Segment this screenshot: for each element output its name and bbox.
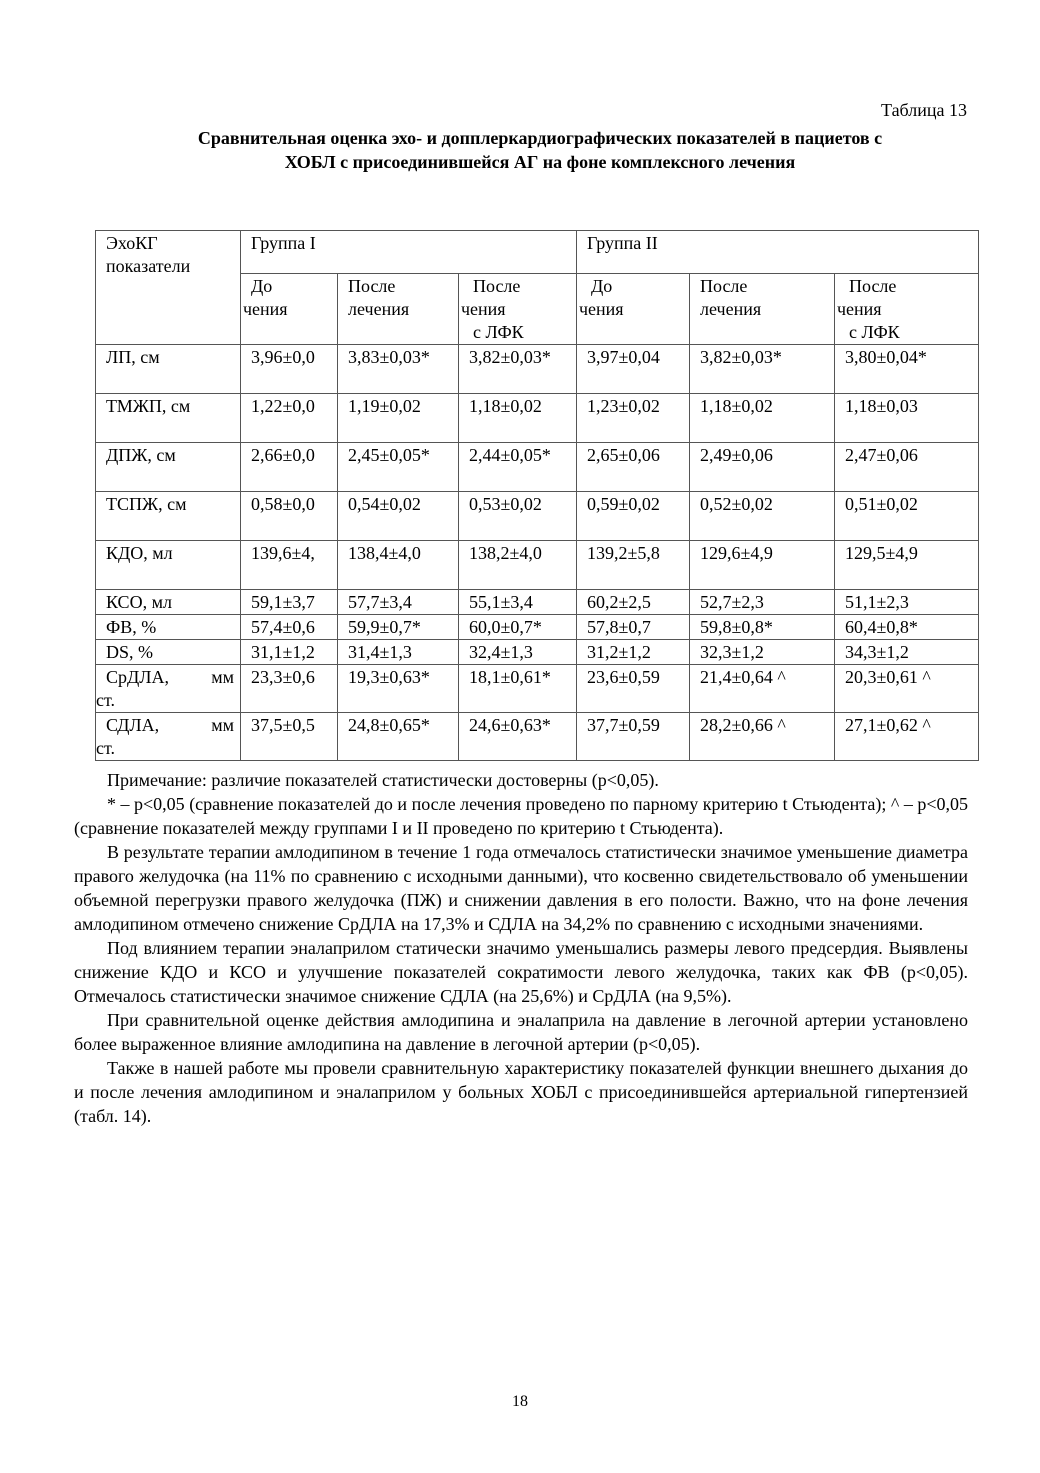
table-cell: 0,53±0,02 [459, 492, 577, 541]
row-label: DS, % [96, 640, 241, 665]
row-label: ФВ, % [96, 615, 241, 640]
table-cell: 138,2±4,0 [459, 541, 577, 590]
table-row [96, 394, 979, 443]
table-cell: 20,3±0,61 ^ [835, 665, 979, 713]
body-paragraph: В результате терапии амлодипином в течение 1 года отмечалось статистически значимое уменьшение диаметра правого желудочка (на 11% по сравнению с исходными данными), что косвенно свидетельствовало об уменьшении объемной перегрузки правого желудочка (ПЖ) и снижении давления в его полости. Важно, что на фоне лечения амлодипином отмечено снижение СрДЛА на 17,3% и СДЛА на 34,2% по сравнению с исходными значениями. [74, 842, 968, 934]
corner-cell [96, 231, 241, 345]
table-cell: 34,3±1,2 [835, 640, 979, 665]
table-cell: 0,59±0,02 [577, 492, 690, 541]
body-text [74, 768, 968, 1128]
table-cell: 2,49±0,06 [690, 443, 835, 492]
table-row [96, 492, 979, 541]
table-cell: 59,9±0,7* [338, 615, 459, 640]
table-cell: 0,52±0,02 [690, 492, 835, 541]
table-cell: 57,4±0,6 [241, 615, 338, 640]
table-cell: 31,1±1,2 [241, 640, 338, 665]
table-cell: 59,1±3,7 [241, 590, 338, 615]
table-cell: 31,4±1,3 [338, 640, 459, 665]
title-line-1: Сравнительная оценка эхо- и допплеркардиографических показателей в пациетов с [197, 128, 883, 148]
table-cell: 1,23±0,02 [577, 394, 690, 443]
table-row [96, 590, 979, 615]
row-label: КСО, мл [96, 590, 241, 615]
table-cell: 60,0±0,7* [459, 615, 577, 640]
table-cell: 57,7±3,4 [338, 590, 459, 615]
table-cell: 2,44±0,05* [459, 443, 577, 492]
table-cell: 55,1±3,4 [459, 590, 577, 615]
table-cell: 51,1±2,3 [835, 590, 979, 615]
table-cell: 1,18±0,03 [835, 394, 979, 443]
note-paragraph: * – р<0,05 (сравнение показателей до и после лечения проведено по парному критерию t Стьюдента); ^ – р<0,05 (сравнение показателей между группами I и II проведено по критерию t Стьюдента). [74, 794, 968, 838]
table-cell: 27,1±0,62 ^ [835, 713, 979, 761]
table-cell: 2,47±0,06 [835, 443, 979, 492]
table-row [96, 345, 979, 394]
table-cell: 59,8±0,8* [690, 615, 835, 640]
table-cell: 2,65±0,06 [577, 443, 690, 492]
title-line-2: ХОБЛ с присоединившейся АГ на фоне комплексного лечения [284, 152, 796, 172]
row-label: ДПЖ, см [96, 443, 241, 492]
table-cell: 57,8±0,7 [577, 615, 690, 640]
table-cell: 60,4±0,8* [835, 615, 979, 640]
table-cell: 19,3±0,63* [338, 665, 459, 713]
table-row [96, 443, 979, 492]
table-cell: 0,51±0,02 [835, 492, 979, 541]
table-cell: 23,3±0,6 [241, 665, 338, 713]
header-row-groups [96, 231, 979, 274]
table-cell: 37,7±0,59 [577, 713, 690, 761]
table-cell: 3,83±0,03* [338, 345, 459, 394]
echo-table [95, 230, 979, 761]
table-cell: 129,5±4,9 [835, 541, 979, 590]
row-label: ТСПЖ, см [96, 492, 241, 541]
table-label: Таблица 13 [881, 100, 967, 120]
table-cell: 139,2±5,8 [577, 541, 690, 590]
table-cell: 37,5±0,5 [241, 713, 338, 761]
group-1-header: Группа I [241, 231, 577, 274]
table-cell: 138,4±4,0 [338, 541, 459, 590]
table-title [90, 126, 990, 174]
row-label: СрДЛА, мм ст. [96, 665, 241, 713]
table-row [96, 665, 979, 713]
table-cell: 3,80±0,04* [835, 345, 979, 394]
table-cell: 2,66±0,0 [241, 443, 338, 492]
table-cell: 1,22±0,0 [241, 394, 338, 443]
table-cell: 0,58±0,0 [241, 492, 338, 541]
table-cell: 0,54±0,02 [338, 492, 459, 541]
table-cell: 2,45±0,05* [338, 443, 459, 492]
table-cell: 1,19±0,02 [338, 394, 459, 443]
table-row [96, 713, 979, 761]
table-cell: 24,6±0,63* [459, 713, 577, 761]
corner-line-2: показатели [106, 256, 191, 276]
table-cell: 60,2±2,5 [577, 590, 690, 615]
table-cell: 23,6±0,59 [577, 665, 690, 713]
body-paragraph: Также в нашей работе мы провели сравнительную характеристику показателей функции внешнего дыхания до и после лечения амлодипином и эналаприлом у больных ХОБЛ с присоединившейся артериальной гипертензией (табл. 14). [74, 1058, 968, 1126]
table-cell: 18,1±0,61* [459, 665, 577, 713]
table-cell: 1,18±0,02 [690, 394, 835, 443]
group-2-header: Группа II [577, 231, 979, 274]
table-cell: 129,6±4,9 [690, 541, 835, 590]
page-number: 18 [512, 1393, 528, 1410]
subheader-cell: После чения с ЛФК [835, 274, 979, 345]
subheader-cell: До чения [241, 274, 338, 345]
subheader-cell: После лечения [690, 274, 835, 345]
table-cell: 32,4±1,3 [459, 640, 577, 665]
table-cell: 3,97±0,04 [577, 345, 690, 394]
row-label: ЛП, см [96, 345, 241, 394]
table-cell: 3,82±0,03* [690, 345, 835, 394]
body-paragraph: При сравнительной оценке действия амлодипина и эналаприла на давление в легочной артерии установлено более выраженное влияние амлодипина на давление в легочной артерии (р<0,05). [74, 1010, 968, 1054]
row-label: СДЛА, мм ст. [96, 713, 241, 761]
table-cell: 3,96±0,0 [241, 345, 338, 394]
table-row [96, 640, 979, 665]
note-paragraph: Примечание: различие показателей статистически достоверны (р<0,05). [107, 770, 659, 790]
table-cell: 139,6±4, [241, 541, 338, 590]
table-cell: 21,4±0,64 ^ [690, 665, 835, 713]
table-row [96, 615, 979, 640]
row-label: ТМЖП, см [96, 394, 241, 443]
table-cell: 52,7±2,3 [690, 590, 835, 615]
table-row [96, 541, 979, 590]
table-cell: 24,8±0,65* [338, 713, 459, 761]
corner-line-1: ЭхоКГ [106, 233, 158, 253]
table-cell: 32,3±1,2 [690, 640, 835, 665]
table-cell: 1,18±0,02 [459, 394, 577, 443]
body-paragraph: Под влиянием терапии эналаприлом статически значимо уменьшались размеры левого предсердия. Выявлены снижение КДО и КСО и улучшение показателей сократимости левого желудочка, таких как ФВ (р<0,05). Отмечалось статистически значимое снижение СДЛА (на 25,6%) и СрДЛА (на 9,5%). [74, 938, 968, 1006]
table-cell: 28,2±0,66 ^ [690, 713, 835, 761]
subheader-cell: После лечения [338, 274, 459, 345]
subheader-cell: После чения с ЛФК [459, 274, 577, 345]
table-cell: 31,2±1,2 [577, 640, 690, 665]
row-label: КДО, мл [96, 541, 241, 590]
subheader-cell: До чения [577, 274, 690, 345]
table-cell: 3,82±0,03* [459, 345, 577, 394]
